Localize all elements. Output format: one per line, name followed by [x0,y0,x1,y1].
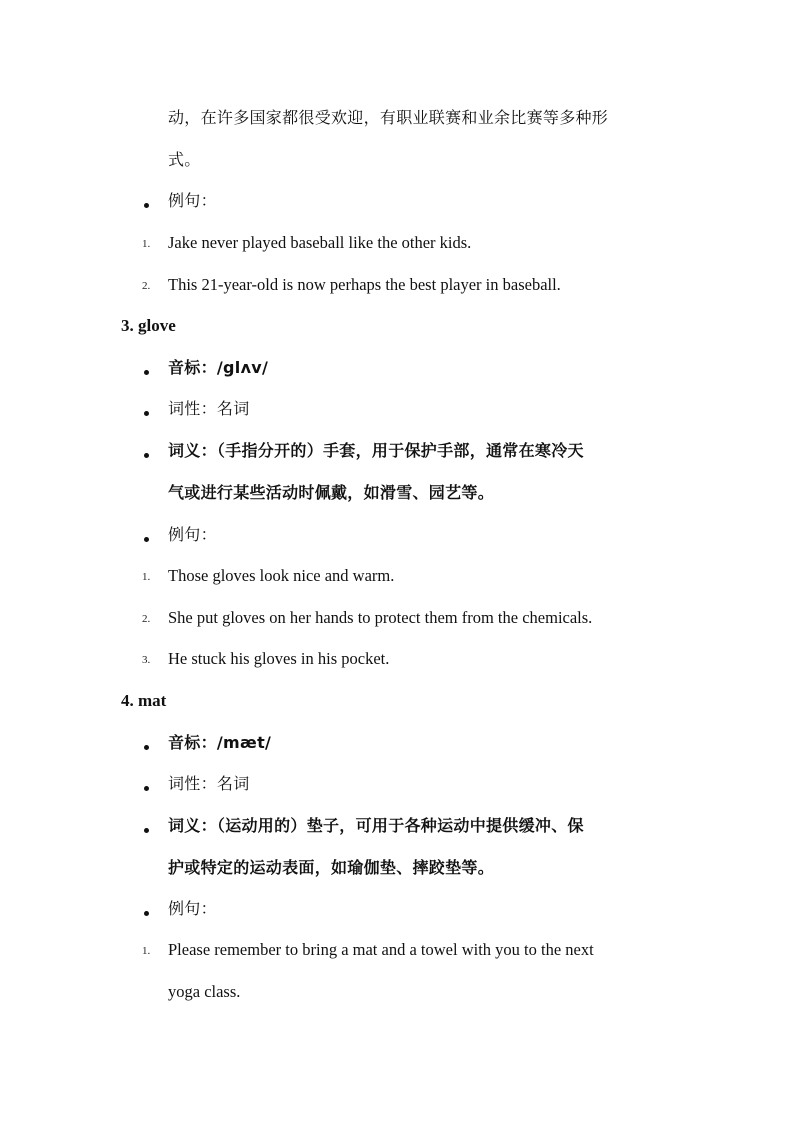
meaning-glove-line-2: 气或进行某些活动时佩戴，如滑雪、园艺等。 [168,483,495,502]
meaning-mat-line-2: 护或特定的运动表面，如瑜伽垫、摔跤垫等。 [168,858,495,877]
example-sentence: He stuck his gloves in his pocket. [168,649,390,668]
bullet-icon [144,828,149,833]
example-number: 1. [142,945,151,957]
examples-label: 例句： [168,899,217,918]
bullet-icon [144,911,149,916]
example-number: 1. [142,238,151,250]
meaning-continuation-line-2: 式。 [168,150,201,169]
bullet-icon [144,745,149,750]
example-sentence: This 21-year-old is now perhaps the best player in baseball. [168,275,561,294]
bullet-icon [144,453,149,458]
bullet-icon [144,411,149,416]
examples-label: 例句： [168,191,217,210]
part-of-speech-mat: 词性：名词 [168,774,250,793]
example-number: 2. [142,280,151,292]
meaning-glove-line-1: 词义：（手指分开的）手套，用于保护手部，通常在寒冷天 [168,441,584,460]
phonetic-mat: 音标：/mæt/ [168,733,272,752]
bullet-icon [144,203,149,208]
bullet-icon [144,370,149,375]
word-heading-glove: 3. glove [121,316,176,335]
bullet-icon [144,537,149,542]
example-number: 3. [142,654,151,666]
example-sentence-line-1: Please remember to bring a mat and a towel with you to the next [168,940,594,959]
phonetic-glove: 音标：/glʌv/ [168,358,269,377]
meaning-continuation-line-1: 动，在许多国家都很受欢迎，有职业联赛和业余比赛等多种形 [168,108,609,127]
example-sentence: She put gloves on her hands to protect them from the chemicals. [168,608,593,627]
examples-label: 例句： [168,525,217,544]
example-sentence: Those gloves look nice and warm. [168,566,395,585]
example-number: 1. [142,571,151,583]
example-sentence: Jake never played baseball like the other kids. [168,233,472,252]
word-heading-mat: 4. mat [121,691,167,710]
part-of-speech-glove: 词性：名词 [168,399,250,418]
example-number: 2. [142,613,151,625]
example-sentence-line-2: yoga class. [168,982,241,1001]
meaning-mat-line-1: 词义：（运动用的）垫子，可用于各种运动中提供缓冲、保 [168,816,584,835]
bullet-icon [144,786,149,791]
